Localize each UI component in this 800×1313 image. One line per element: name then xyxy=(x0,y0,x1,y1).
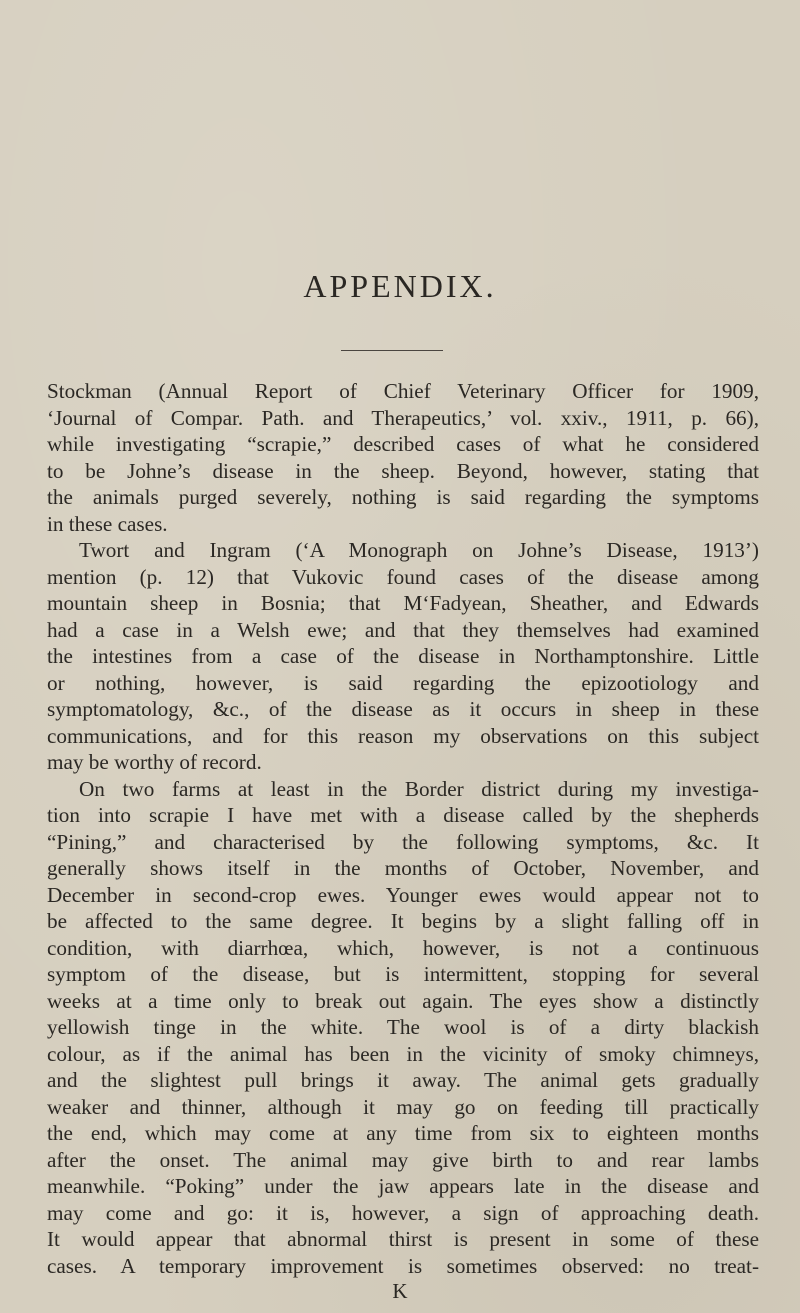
text-line: yellowish tinge in the white. The wool is of a dirty blackish xyxy=(47,1015,759,1039)
text-line: cases. A temporary improvement is sometimes observed: no treat- xyxy=(47,1254,759,1278)
text-line: in these cases. xyxy=(47,512,168,536)
text-line: tion into scrapie I have met with a disease called by the shepherds xyxy=(47,803,759,827)
text-line: to be Johne’s disease in the sheep. Beyond, however, stating that xyxy=(47,459,759,483)
text-line: while investigating “scrapie,” described cases of what he considered xyxy=(47,432,759,456)
page-title: APPENDIX. xyxy=(303,268,497,304)
text-line: It would appear that abnormal thirst is present in some of these xyxy=(47,1227,759,1251)
text-line: Twort and Ingram (‘A Monograph on Johne’s Disease, 1913’) xyxy=(79,538,759,562)
text-line: condition, with diarrhœa, which, however, is not a continuous xyxy=(47,936,759,960)
text-line: Stockman (Annual Report of Chief Veterinary Officer for 1909, xyxy=(47,379,759,403)
text-line: ‘Journal of Compar. Path. and Therapeutics,’ vol. xxiv., 1911, p. 66), xyxy=(47,406,759,430)
text-line: had a case in a Welsh ewe; and that they themselves had examined xyxy=(47,618,759,642)
text-line: On two farms at least in the Border district during my investiga- xyxy=(79,777,759,801)
text-line: may come and go: it is, however, a sign of approaching death. xyxy=(47,1201,759,1225)
text-line: after the onset. The animal may give birth to and rear lambs xyxy=(47,1148,759,1172)
text-line: the end, which may come at any time from six to eighteen months xyxy=(47,1121,759,1145)
title-rule xyxy=(341,350,443,351)
text-line: weaker and thinner, although it may go on feeding till practically xyxy=(47,1095,759,1119)
text-line: colour, as if the animal has been in the vicinity of smoky chimneys, xyxy=(47,1042,759,1066)
text-line: or nothing, however, is said regarding the epizootiology and xyxy=(47,671,759,695)
text-line: symptomatology, &c., of the disease as it occurs in sheep in these xyxy=(47,697,759,721)
text-line: symptom of the disease, but is intermittent, stopping for several xyxy=(47,962,759,986)
text-line: and the slightest pull brings it away. The animal gets gradually xyxy=(47,1068,759,1092)
text-line: be affected to the same degree. It begins by a slight falling off in xyxy=(47,909,759,933)
text-line: mention (p. 12) that Vukovic found cases of the disease among xyxy=(47,565,759,589)
signature-mark: K xyxy=(392,1279,408,1303)
text-line: may be worthy of record. xyxy=(47,750,262,774)
text-line: weeks at a time only to break out again. The eyes show a distinctly xyxy=(47,989,759,1013)
text-line: the intestines from a case of the disease in Northamptonshire. Little xyxy=(47,644,759,668)
text-line: mountain sheep in Bosnia; that M‘Fadyean, Sheather, and Edwards xyxy=(47,591,759,615)
text-line: communications, and for this reason my observations on this subject xyxy=(47,724,759,748)
text-line: the animals purged severely, nothing is said regarding the symptoms xyxy=(47,485,759,509)
text-line: meanwhile. “Poking” under the jaw appears late in the disease and xyxy=(47,1174,759,1198)
text-line: “Pining,” and characterised by the following symptoms, &c. It xyxy=(47,830,759,854)
text-line: generally shows itself in the months of October, November, and xyxy=(47,856,759,880)
text-line: December in second-crop ewes. Younger ewes would appear not to xyxy=(47,883,759,907)
